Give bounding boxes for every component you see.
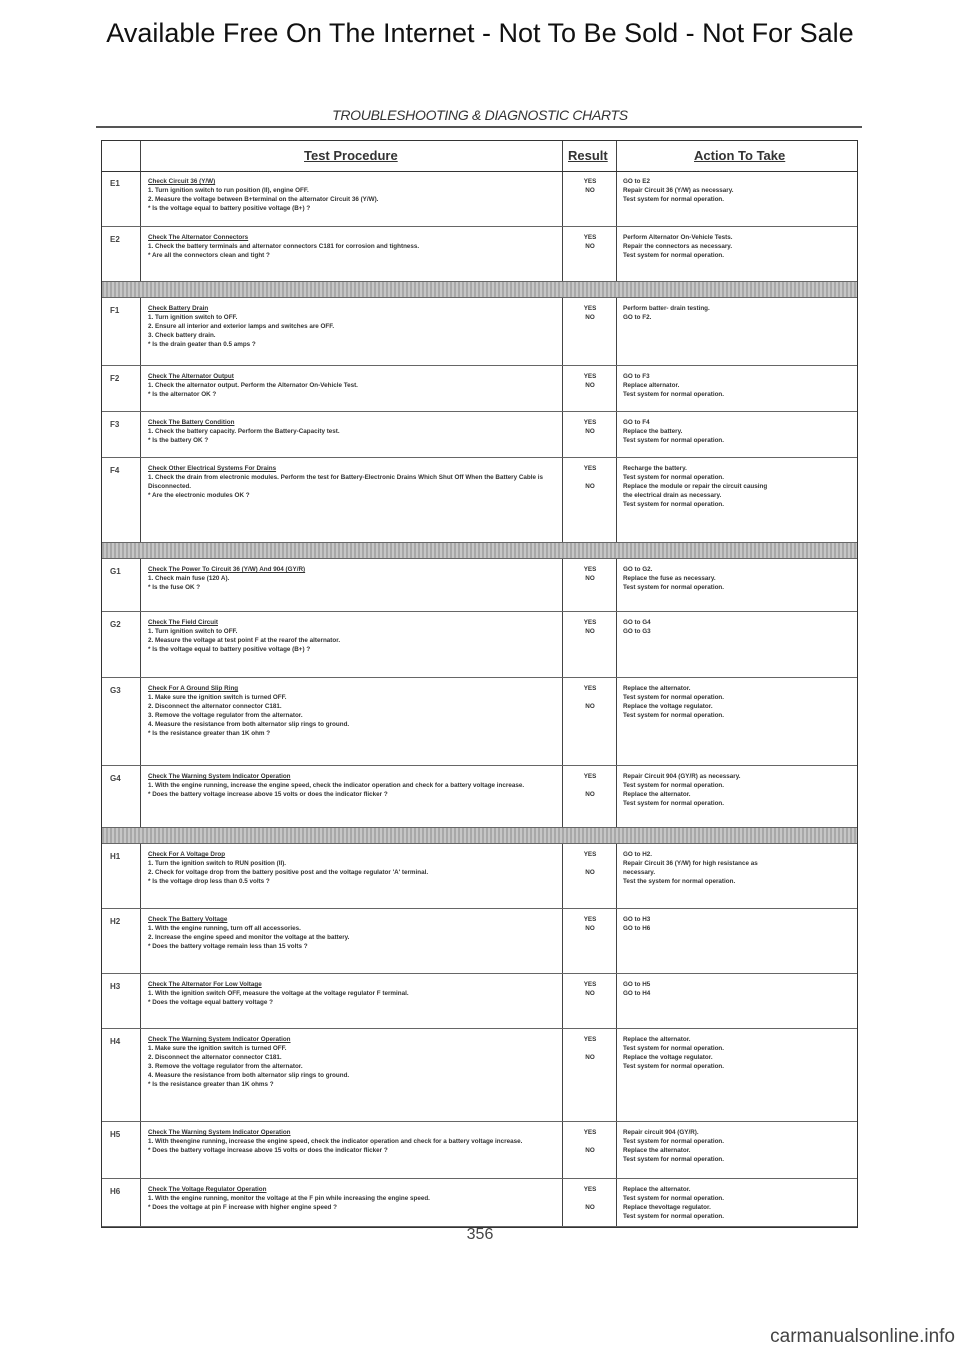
test-procedure-steps: 1. Turn the ignition switch to RUN position (II). 2. Check for voltage drop from the battery positive post and the voltage regulator 'A' terminal. * Is the voltage drop less than 0.5 volts ?	[148, 860, 429, 885]
action-line: Replace the alternator.	[623, 791, 691, 798]
step-id: H1	[110, 852, 121, 861]
test-procedure-title: Check The Battery Voltage	[148, 916, 228, 923]
step-id: G1	[110, 567, 121, 576]
action-line: GO to G3	[623, 628, 651, 635]
action-line: Repair the connectors as necessary.	[623, 243, 733, 250]
action-line: Test system for normal operation.	[623, 474, 725, 481]
site-watermark: carmanualsonline.info	[770, 1326, 955, 1347]
table-row	[102, 559, 857, 612]
action-line: Test system for normal operation.	[623, 800, 725, 807]
test-procedure-cell	[148, 464, 558, 500]
action-line: Test system for normal operation.	[623, 252, 725, 259]
action-line: GO to F4	[623, 419, 650, 426]
test-procedure-cell	[148, 915, 558, 951]
test-procedure-cell	[148, 980, 558, 1007]
test-procedure-steps: 1. Turn ignition switch to OFF. 2. Measure the voltage at test point F at the rearof the alternator. * Is the voltage equal to battery positive voltage (B+) ?	[148, 628, 341, 653]
test-procedure-cell	[148, 772, 558, 799]
test-procedure-cell	[148, 1035, 558, 1089]
test-procedure-steps: 1. Check main fuse (120 A). * Is the fuse OK ?	[148, 575, 230, 591]
result-no: NO	[585, 428, 595, 435]
action-line: Replace alternator.	[623, 382, 680, 389]
result-yes: YES	[583, 851, 597, 858]
table-row	[102, 1029, 857, 1122]
test-procedure-title: Check The Warning System Indicator Operation	[148, 1129, 291, 1136]
header-result: Result	[568, 148, 608, 163]
page-number: 356	[466, 1226, 494, 1243]
result-no: NO	[585, 925, 595, 932]
result-yes: YES	[583, 619, 597, 626]
action-line: GO to H2.	[623, 851, 653, 858]
action-line: Test system for normal operation.	[623, 1195, 725, 1202]
action-line: Perform Alternator On-Vehicle Tests.	[623, 234, 733, 241]
test-procedure-title: Check The Battery Condition	[148, 419, 235, 426]
test-procedure-title: Check For A Voltage Drop	[148, 851, 226, 858]
action-line: Replace the module or repair the circuit causing	[623, 483, 768, 490]
section-separator-band	[102, 282, 857, 298]
table-row	[102, 171, 857, 227]
step-id: G2	[110, 620, 121, 629]
table-row	[102, 612, 857, 678]
action-line: Test system for normal operation.	[623, 782, 725, 789]
table-row	[102, 458, 857, 543]
action-line: Test system for normal operation.	[623, 1213, 725, 1220]
table-row	[102, 909, 857, 974]
action-line: the electrical drain as necessary.	[623, 492, 722, 499]
action-line: Repair Circuit 36 (Y/W) for high resistance as	[623, 860, 758, 867]
result-yes: YES	[583, 1036, 597, 1043]
test-procedure-steps: 1. Check the battery capacity. Perform the Battery-Capacity test. * Is the battery OK ?	[148, 428, 340, 444]
action-line: Repair Circuit 904 (GY/R) as necessary.	[623, 773, 741, 780]
test-procedure-steps: 1. Make sure the ignition switch is turned OFF. 2. Disconnect the alternator connector C181. 3. Remove the voltage regulator from the alternator. 4. Measure the resistance from both alternator slip rings to ground. * Is the resistance greater than 1K ohms ?	[148, 1045, 350, 1088]
result-yes: YES	[583, 566, 597, 573]
test-procedure-cell	[148, 1185, 558, 1212]
test-procedure-title: Check The Alternator Connectors	[148, 234, 249, 241]
action-line: Test system for normal operation.	[623, 1063, 725, 1070]
result-yes: YES	[583, 465, 597, 472]
action-line: Test system for normal operation.	[623, 694, 725, 701]
step-id: H2	[110, 917, 121, 926]
result-no: NO	[585, 628, 595, 635]
test-procedure-steps: 1. Turn ignition switch to OFF. 2. Ensure all interior and exterior lamps and switches are OFF. 3. Check battery drain. * Is the drain geater than 0.5 amps ?	[148, 314, 335, 348]
step-id: E1	[110, 179, 120, 188]
test-procedure-cell	[148, 233, 558, 260]
test-procedure-cell	[148, 684, 558, 738]
result-yes: YES	[583, 373, 597, 380]
action-line: Test system for normal operation.	[623, 437, 725, 444]
result-yes: YES	[583, 981, 597, 988]
troubleshooting-table	[101, 140, 858, 1228]
action-line: GO to H5	[623, 981, 651, 988]
test-procedure-steps: 1. With the engine running, turn off all accessories. 2. Increase the engine speed and monitor the voltage at the battery. * Does the battery voltage remain less than 15 volts ?	[148, 925, 350, 950]
action-line: Replace the alternator.	[623, 1147, 691, 1154]
test-procedure-cell	[148, 850, 558, 886]
section-separator-band	[102, 828, 857, 844]
test-procedure-title: Check The Field Circuit	[148, 619, 218, 626]
chart-section-title: TROUBLESHOOTING & DIAGNOSTIC CHARTS	[332, 107, 628, 123]
result-no: NO	[585, 314, 595, 321]
action-line: GO to G2.	[623, 566, 653, 573]
result-no: NO	[585, 243, 595, 250]
action-line: GO to H3	[623, 916, 651, 923]
step-id: F3	[110, 420, 120, 429]
table-row	[102, 844, 857, 909]
table-row	[102, 974, 857, 1029]
action-line: GO to H6	[623, 925, 651, 932]
action-line: GO to G4	[623, 619, 651, 626]
step-id: G4	[110, 774, 121, 783]
action-line: GO to F2.	[623, 314, 652, 321]
result-no: NO	[585, 1054, 595, 1061]
test-procedure-cell	[148, 565, 558, 592]
test-procedure-cell	[148, 618, 558, 654]
action-line: Test system for normal operation.	[623, 1156, 725, 1163]
test-procedure-title: Check The Alternator For Low Voltage	[148, 981, 262, 988]
action-line: Test the system for normal operation.	[623, 878, 736, 885]
result-no: NO	[585, 791, 595, 798]
result-yes: YES	[583, 234, 597, 241]
step-id: H4	[110, 1037, 121, 1046]
action-line: Replace the voltage regulator.	[623, 703, 713, 710]
test-procedure-title: Check The Warning System Indicator Operation	[148, 1036, 291, 1043]
step-id: G3	[110, 686, 121, 695]
table-row	[102, 766, 857, 828]
result-yes: YES	[583, 1186, 597, 1193]
action-line: Test system for normal operation.	[623, 501, 725, 508]
test-procedure-title: Check The Alternator Output	[148, 373, 234, 380]
test-procedure-cell	[148, 418, 558, 445]
action-line: Repair Circuit 36 (Y/W) as necessary.	[623, 187, 734, 194]
action-line: Replace the alternator.	[623, 685, 691, 692]
result-no: NO	[585, 703, 595, 710]
free-availability-banner: Available Free On The Internet - Not To Be Sold - Not For Sale	[106, 18, 854, 48]
test-procedure-steps: 1. Check the battery terminals and alternator connectors C181 for corrosion and tightness. * Are all the connectors clean and tight ?	[148, 243, 420, 259]
step-id: F2	[110, 374, 120, 383]
result-no: NO	[585, 575, 595, 582]
test-procedure-steps: 1. Check the alternator output. Perform the Alternator On-Vehicle Test. * Is the alternator OK ?	[148, 382, 358, 398]
action-line: Recharge the battery.	[623, 465, 687, 472]
test-procedure-cell	[148, 372, 558, 399]
result-yes: YES	[583, 773, 597, 780]
test-procedure-steps: 1. With the engine running, monitor the voltage at the F pin while increasing the engine speed. * Does the voltage at pin F increase with higher engine speed ?	[148, 1195, 430, 1211]
action-line: Test system for normal operation.	[623, 196, 725, 203]
result-yes: YES	[583, 685, 597, 692]
result-no: NO	[585, 382, 595, 389]
table-row	[102, 1179, 857, 1227]
test-procedure-title: Check Battery Drain	[148, 305, 209, 312]
step-id: H6	[110, 1187, 121, 1196]
action-line: Replace the voltage regulator.	[623, 1054, 713, 1061]
action-line: Test system for normal operation.	[623, 1138, 725, 1145]
test-procedure-steps: 1. With theengine running, increase the engine speed, check the indicator operation and check for a battery voltage increase. * Does the battery voltage increase above 15 volts or does the indicator flicker ?	[148, 1138, 523, 1154]
result-no: NO	[585, 869, 595, 876]
table-row	[102, 678, 857, 766]
test-procedure-steps: 1. Turn ignition switch to run position (II), engine OFF. 2. Measure the voltage between B+terminal on the alternator Circuit 36 (Y/W). * Is the voltage equal to battery positive voltage (B+) ?	[148, 187, 379, 212]
action-line: Replace the alternator.	[623, 1186, 691, 1193]
test-procedure-cell	[148, 177, 558, 213]
result-no: NO	[585, 990, 595, 997]
action-line: Perform batter- drain testing.	[623, 305, 710, 312]
step-id: F4	[110, 466, 120, 475]
result-no: NO	[585, 187, 595, 194]
title-underline	[96, 126, 862, 128]
table-header	[102, 141, 857, 172]
table-row	[102, 366, 857, 412]
test-procedure-title: Check For A Ground Slip Ring	[148, 685, 239, 692]
section-separator-band	[102, 543, 857, 559]
action-line: GO to H4	[623, 990, 651, 997]
test-procedure-cell	[148, 304, 558, 349]
action-line: Test system for normal operation.	[623, 1045, 725, 1052]
test-procedure-title: Check The Warning System Indicator Operation	[148, 773, 291, 780]
action-line: GO to E2	[623, 178, 650, 185]
result-yes: YES	[583, 419, 597, 426]
step-id: H5	[110, 1130, 121, 1139]
result-no: NO	[585, 1204, 595, 1211]
action-line: Replace the alternator.	[623, 1036, 691, 1043]
result-no: NO	[585, 1147, 595, 1154]
action-line: Test system for normal operation.	[623, 584, 725, 591]
test-procedure-steps: 1. With the ignition switch OFF, measure the voltage at the voltage regulator F terminal. * Does the voltage equal battery voltage ?	[148, 990, 409, 1006]
action-line: Replace the fuse as necessary.	[623, 575, 716, 582]
test-procedure-steps: 1. With the engine running, increase the engine speed, check the indicator operation and check for a battery voltage increase. * Does the battery voltage increase above 15 volts or does the indicator flicker ?	[148, 782, 525, 798]
action-line: Replace thevoltage regulator.	[623, 1204, 711, 1211]
result-yes: YES	[583, 178, 597, 185]
action-line: GO to F3	[623, 373, 650, 380]
table-row	[102, 412, 857, 458]
result-yes: YES	[583, 305, 597, 312]
result-no: NO	[585, 483, 595, 490]
test-procedure-title: Check Circuit 36 (Y/W)	[148, 178, 216, 185]
table-row	[102, 298, 857, 366]
result-yes: YES	[583, 916, 597, 923]
test-procedure-title: Check The Voltage Regulator Operation	[148, 1186, 267, 1193]
action-line: Replace the battery.	[623, 428, 683, 435]
table-row	[102, 1122, 857, 1179]
test-procedure-steps: 1. Make sure the ignition switch is turned OFF. 2. Disconnect the alternator connector C181. 3. Remove the voltage regulator from the alternator. 4. Measure the resistance from both alternator slip rings to ground. * Is the resistance greater than 1K ohm ?	[148, 694, 350, 737]
header-action: Action To Take	[694, 148, 786, 163]
header-test-procedure: Test Procedure	[304, 148, 398, 163]
step-id: H3	[110, 982, 121, 991]
step-id: F1	[110, 306, 120, 315]
action-line: Test system for normal operation.	[623, 391, 725, 398]
test-procedure-title: Check The Power To Circuit 36 (Y/W) And 904 (GY/R)	[148, 566, 306, 573]
test-procedure-cell	[148, 1128, 558, 1155]
table-row	[102, 227, 857, 282]
action-line: necessary.	[623, 869, 656, 876]
action-line: Repair circuit 904 (GY/R).	[623, 1129, 699, 1136]
result-yes: YES	[583, 1129, 597, 1136]
action-line: Test system for normal operation.	[623, 712, 725, 719]
test-procedure-title: Check Other Electrical Systems For Drains	[148, 465, 277, 472]
step-id: E2	[110, 235, 120, 244]
test-procedure-steps: 1. Check the drain from electronic modules. Perform the test for Battery-Electronic Drains Which Shut Off When the Battery Cable is Disconnected. * Are the electronic modules OK ?	[148, 474, 544, 499]
